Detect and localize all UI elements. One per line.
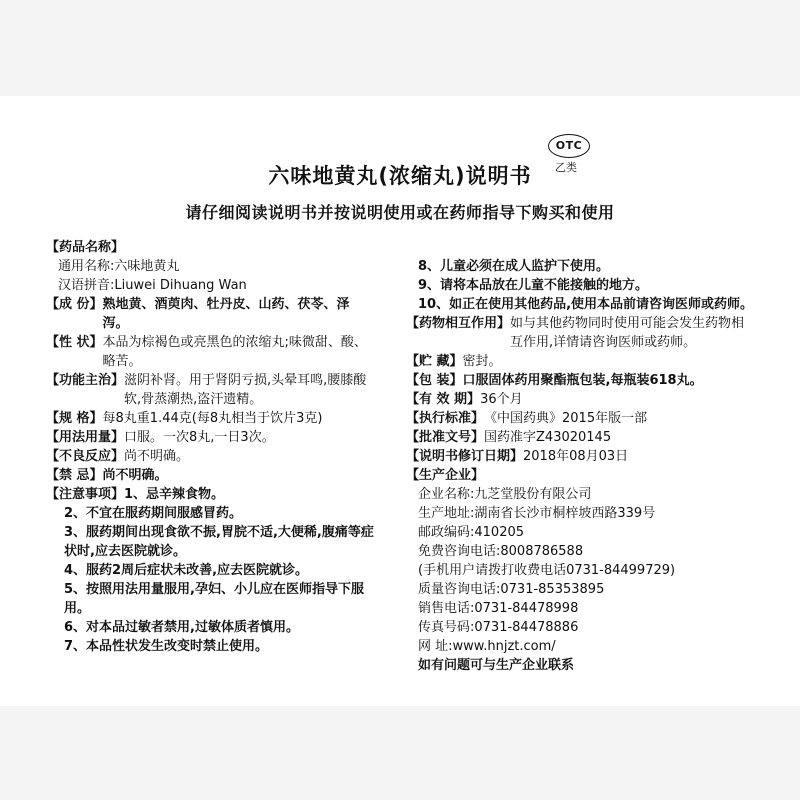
contra-row: [46, 466, 374, 485]
web-value: www.hnjzt.com/: [452, 639, 556, 654]
notes-item-7: 7、本品性状发生改变时禁止使用。: [64, 639, 269, 654]
quality-value: 0731-85353895: [500, 582, 605, 597]
drug-name-section: [46, 238, 374, 257]
drug-name-label: 【药品名称】: [46, 240, 125, 255]
expiry-row: [406, 390, 756, 409]
notes-item-5: 5、按照用法用量服用,孕妇、小儿应在医师指导下服用。: [64, 582, 364, 616]
expiry-label: 【有 效 期】: [406, 392, 481, 407]
usage-row: [46, 428, 374, 447]
fax-label: 传真号码:: [418, 620, 475, 635]
composition-row: [46, 295, 374, 333]
column-spacer: [406, 238, 756, 257]
spec-value: 每8丸重1.44克(每8丸相当于饮片3克): [102, 411, 323, 426]
maker-section: [406, 466, 756, 485]
notes-label: 【注意事项】: [46, 487, 125, 502]
maker-label: 【生产企业】: [406, 468, 485, 483]
revision-row: [406, 447, 756, 466]
contra-value: 尚不明确。: [102, 468, 168, 483]
otc-class-label: 乙类: [555, 161, 577, 174]
approval-row: [406, 428, 756, 447]
function-label: 【功能主治】: [46, 373, 125, 388]
character-value: 本品为棕褐色或亮黑色的浓缩丸;味微甜、酸、略苦。: [102, 335, 367, 369]
hotline-label: 免费咨询电话:: [418, 544, 501, 559]
pinyin-row: [46, 276, 374, 295]
standard-value: 《中国药典》2015年版一部: [484, 411, 648, 426]
address-row: [406, 504, 756, 523]
pinyin-label: 汉语拼音:: [58, 278, 115, 293]
notes-item-1: 1、忌辛辣食物。: [124, 487, 225, 502]
storage-label: 【贮 藏】: [406, 354, 463, 369]
mobile-note: (手机用户请拨打收费电话0731-84499729): [418, 563, 676, 578]
postcode-row: [406, 523, 756, 542]
notes-item-6: 6、对本品过敏者禁用,过敏体质者慎用。: [64, 620, 299, 635]
interaction-value: 如与其他药物同时使用可能会发生药物相互作用,详情请咨询医师或药师。: [510, 316, 745, 350]
sales-row: [406, 599, 756, 618]
document-subtitle: 请仔细阅读说明书并按说明使用或在药师指导下购买和使用: [185, 203, 615, 222]
function-value: 滋阴补肾。用于肾阴亏损,头晕耳鸣,腰膝酸软,骨蒸潮热,盗汗遗精。: [124, 373, 367, 407]
adverse-row: [46, 447, 374, 466]
storage-value: 密封。: [462, 354, 502, 369]
otc-badge: OTC: [548, 134, 590, 158]
address-label: 生产地址:: [418, 506, 475, 521]
postcode-label: 邮政编码:: [418, 525, 475, 540]
company-value: 九芝堂股份有限公司: [474, 487, 592, 502]
usage-value: 口服。一次8丸,一日3次。: [124, 430, 275, 445]
hotline-value: 8008786588: [500, 544, 584, 559]
function-row: [46, 371, 374, 409]
contra-label: 【禁 忌】: [46, 468, 103, 483]
revision-value: 2018年08月03日: [523, 449, 629, 464]
notes-item-2: 2、不宜在服药期间服感冒药。: [64, 506, 243, 521]
sales-value: 0731-84478998: [474, 601, 579, 616]
web-row: [406, 637, 756, 656]
notes-item-3: 3、服药期间出现食欲不振,胃脘不适,大便稀,腹痛等症状时,应去医院就诊。: [64, 525, 374, 559]
storage-row: [406, 352, 756, 371]
approval-label: 【批准文号】: [406, 430, 485, 445]
package-value: 口服固体药用聚酯瓶包装,每瓶装618丸。: [462, 373, 703, 388]
fax-value: 0731-84478886: [474, 620, 579, 635]
common-name-label: 通用名称:: [58, 259, 115, 274]
standard-label: 【执行标准】: [406, 411, 485, 426]
usage-label: 【用法用量】: [46, 430, 125, 445]
hotline-row: [406, 542, 756, 561]
postcode-value: 410205: [474, 525, 525, 540]
address-value: 湖南省长沙市桐梓坡西路339号: [474, 506, 656, 521]
right-column: [406, 238, 756, 675]
composition-value: 熟地黄、酒萸肉、牡丹皮、山药、茯苓、泽泻。: [102, 297, 350, 331]
web-label: 网 址:: [418, 639, 453, 654]
interaction-row: [406, 314, 756, 352]
quality-label: 质量咨询电话:: [418, 582, 501, 597]
approval-value: 国药准字Z43020145: [484, 430, 612, 445]
notes-row: [46, 485, 374, 504]
common-name-row: [46, 257, 374, 276]
notes-item-10: 10、如正在使用其他药品,使用本品前请咨询医师或药师。: [418, 297, 754, 312]
revision-label: 【说明书修订日期】: [406, 449, 524, 464]
composition-label: 【成 份】: [46, 297, 103, 312]
company-row: [406, 485, 756, 504]
interaction-label: 【药物相互作用】: [406, 316, 511, 331]
adverse-value: 尚不明确。: [124, 449, 190, 464]
expiry-value: 36个月: [480, 392, 523, 407]
company-label: 企业名称:: [418, 487, 475, 502]
package-label: 【包 装】: [406, 373, 463, 388]
fax-row: [406, 618, 756, 637]
top-background-band: [0, 0, 800, 96]
pinyin-value: Liuwei Dihuang Wan: [114, 278, 247, 293]
quality-row: [406, 580, 756, 599]
standard-row: [406, 409, 756, 428]
spec-row: [46, 409, 374, 428]
notes-item-4: 4、服药2周后症状未改善,应去医院就诊。: [64, 563, 309, 578]
spec-label: 【规 格】: [46, 411, 103, 426]
left-column: [46, 238, 374, 656]
sales-label: 销售电话:: [418, 601, 475, 616]
common-name-value: 六味地黄丸: [114, 259, 180, 274]
character-row: [46, 333, 374, 371]
character-label: 【性 状】: [46, 335, 103, 350]
document-title: 六味地黄丸(浓缩丸)说明书: [268, 164, 532, 188]
package-row: [406, 371, 756, 390]
bottom-background-band: [0, 706, 800, 800]
contact-note: 如有问题可与生产企业联系: [418, 658, 575, 673]
notes-item-8: 8、儿童必须在成人监护下使用。: [418, 259, 610, 274]
notes-item-9: 9、请将本品放在儿童不能接触的地方。: [418, 278, 649, 293]
adverse-label: 【不良反应】: [46, 449, 125, 464]
